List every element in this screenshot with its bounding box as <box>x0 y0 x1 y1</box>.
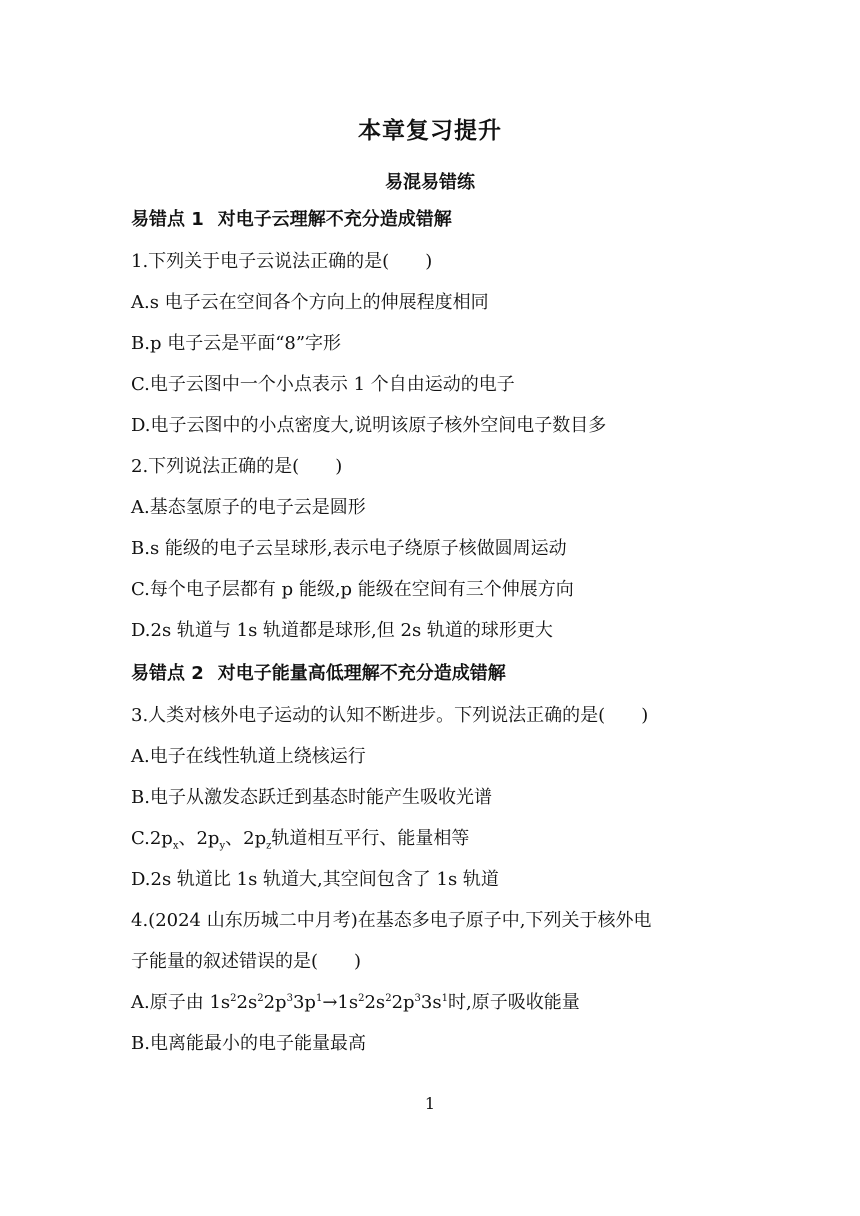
error-point-2-label: 易错点 2 <box>131 663 204 684</box>
q3-option-c-suffix: 轨道相互平行、能量相等 <box>271 828 470 849</box>
q4-option-a-prefix: A.原子由 <box>131 992 210 1013</box>
q3-option-c-prefix: C. <box>131 828 150 849</box>
q1-option-a: A.s 电子云在空间各个方向上的伸展程度相同 <box>131 292 489 313</box>
error-point-1-text: 对电子云理解不充分造成错解 <box>217 209 452 230</box>
q1-option-b: B.p 电子云是平面“8”字形 <box>131 333 342 354</box>
q4-option-a-suffix: 时,原子吸收能量 <box>448 992 580 1013</box>
section-subtitle: 易混易错练 <box>385 172 475 193</box>
error-point-1-label: 易错点 1 <box>131 209 204 230</box>
q3-option-b: B.电子从激发态跃迁到基态时能产生吸收光谱 <box>131 787 492 808</box>
error-point-2-heading <box>131 662 506 686</box>
q3-option-c: $C.2p_x$、$2p_y$、$2p_z$轨道相互平行、能量相等 <box>131 828 470 852</box>
q4-option-b: B.电离能最小的电子能量最高 <box>131 1033 366 1054</box>
q3-option-d: D.2s 轨道比 1s 轨道大,其空间包含了 1s 轨道 <box>131 869 499 890</box>
q2-option-d: D.2s 轨道与 1s 轨道都是球形,但 2s 轨道的球形更大 <box>131 620 553 641</box>
q2-option-a: A.基态氢原子的电子云是圆形 <box>131 497 366 518</box>
q3-stem: 3.人类对核外电子运动的认知不断进步。下列说法正确的是( ) <box>131 705 649 726</box>
q1-option-d: D.电子云图中的小点密度大,说明该原子核外空间电子数目多 <box>131 415 607 436</box>
error-point-2-text: 对电子能量高低理解不充分造成错解 <box>217 663 506 684</box>
page-title: 本章复习提升 <box>358 118 502 144</box>
q2-option-c: C.每个电子层都有 p 能级,p 能级在空间有三个伸展方向 <box>131 579 574 600</box>
q1-stem: 1.下列关于电子云说法正确的是( ) <box>131 251 433 272</box>
q2-option-b: B.s 能级的电子云呈球形,表示电子绕原子核做圆周运动 <box>131 538 567 559</box>
page-number: 1 <box>424 1094 436 1113</box>
error-point-1-heading <box>131 208 452 232</box>
q4-option-a: A.原子由 $1s^22s^22p^33p^1\to 1s^22s^22p^33s^1$时,原子吸收能量 <box>131 992 580 1013</box>
q3-option-a: A.电子在线性轨道上绕核运行 <box>131 746 366 767</box>
q4-stem-line2: 子能量的叙述错误的是( ) <box>131 951 362 972</box>
q2-stem: 2.下列说法正确的是( ) <box>131 456 343 477</box>
q1-option-c: C.电子云图中一个小点表示 1 个自由运动的电子 <box>131 374 515 395</box>
q4-stem-line1: 4.(2024 山东历城二中月考)在基态多电子原子中,下列关于核外电 <box>131 910 652 931</box>
